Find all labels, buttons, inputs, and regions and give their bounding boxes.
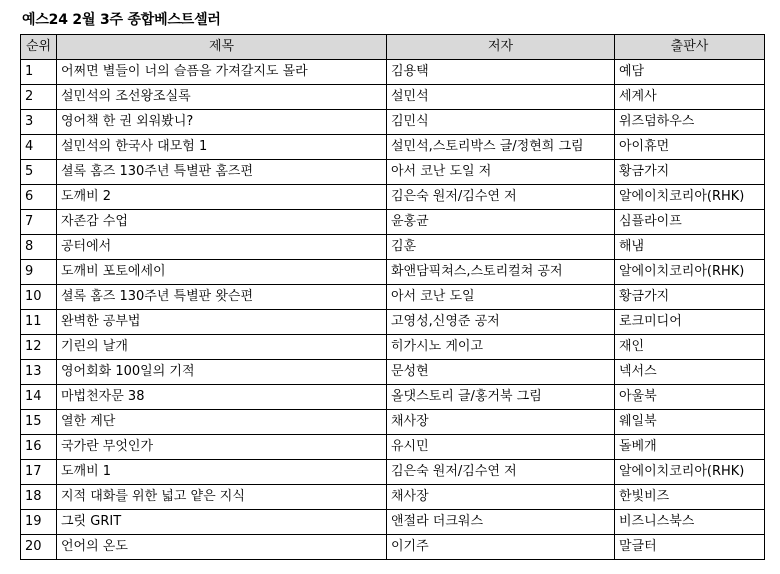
cell-author: 앤절라 더크워스 bbox=[387, 510, 615, 535]
cell-publisher: 웨일북 bbox=[615, 410, 765, 435]
table-row bbox=[21, 385, 765, 410]
cell-publisher: 예담 bbox=[615, 60, 765, 85]
cell-title: 그릿 GRIT bbox=[57, 510, 387, 535]
cell-title: 열한 계단 bbox=[57, 410, 387, 435]
table-row bbox=[21, 410, 765, 435]
bestseller-table bbox=[20, 34, 765, 560]
cell-rank: 6 bbox=[21, 185, 57, 210]
table-row bbox=[21, 235, 765, 260]
cell-publisher: 알에이치코리아(RHK) bbox=[615, 260, 765, 285]
cell-author: 아서 코난 도일 bbox=[387, 285, 615, 310]
cell-title: 도깨비 1 bbox=[57, 460, 387, 485]
cell-title: 지적 대화를 위한 넓고 얕은 지식 bbox=[57, 485, 387, 510]
cell-author: 유시민 bbox=[387, 435, 615, 460]
cell-title: 어쩌면 별들이 너의 슬픔을 가져갈지도 몰라 bbox=[57, 60, 387, 85]
cell-rank: 3 bbox=[21, 110, 57, 135]
cell-title: 셜록 홈즈 130주년 특별판 홈즈편 bbox=[57, 160, 387, 185]
table-row bbox=[21, 485, 765, 510]
table-row bbox=[21, 110, 765, 135]
cell-publisher: 말글터 bbox=[615, 535, 765, 560]
cell-rank: 15 bbox=[21, 410, 57, 435]
cell-rank: 16 bbox=[21, 435, 57, 460]
cell-author: 문성현 bbox=[387, 360, 615, 385]
cell-publisher: 알에이치코리아(RHK) bbox=[615, 185, 765, 210]
cell-title: 설민석의 조선왕조실록 bbox=[57, 85, 387, 110]
table-row bbox=[21, 285, 765, 310]
cell-title: 설민석의 한국사 대모험 1 bbox=[57, 135, 387, 160]
cell-title: 셜록 홈즈 130주년 특별판 왓슨편 bbox=[57, 285, 387, 310]
cell-author: 김용택 bbox=[387, 60, 615, 85]
header-author: 저자 bbox=[387, 35, 615, 60]
cell-author: 설민석 bbox=[387, 85, 615, 110]
cell-title: 영어회화 100일의 기적 bbox=[57, 360, 387, 385]
table-body bbox=[21, 60, 765, 560]
cell-rank: 8 bbox=[21, 235, 57, 260]
table-row bbox=[21, 85, 765, 110]
cell-rank: 2 bbox=[21, 85, 57, 110]
cell-publisher: 해냄 bbox=[615, 235, 765, 260]
cell-author: 화앤담픽쳐스,스토리컬쳐 공저 bbox=[387, 260, 615, 285]
cell-author: 이기주 bbox=[387, 535, 615, 560]
cell-title: 완벽한 공부법 bbox=[57, 310, 387, 335]
cell-publisher: 위즈덤하우스 bbox=[615, 110, 765, 135]
cell-publisher: 황금가지 bbox=[615, 285, 765, 310]
table-row bbox=[21, 435, 765, 460]
cell-publisher: 아울북 bbox=[615, 385, 765, 410]
cell-author: 채사장 bbox=[387, 485, 615, 510]
cell-author: 채사장 bbox=[387, 410, 615, 435]
cell-publisher: 아이휴먼 bbox=[615, 135, 765, 160]
table-row bbox=[21, 535, 765, 560]
cell-title: 자존감 수업 bbox=[57, 210, 387, 235]
cell-rank: 9 bbox=[21, 260, 57, 285]
cell-publisher: 돌베개 bbox=[615, 435, 765, 460]
cell-publisher: 재인 bbox=[615, 335, 765, 360]
cell-publisher: 로크미디어 bbox=[615, 310, 765, 335]
cell-author: 설민석,스토리박스 글/정현희 그림 bbox=[387, 135, 615, 160]
cell-title: 마법천자문 38 bbox=[57, 385, 387, 410]
cell-rank: 1 bbox=[21, 60, 57, 85]
cell-title: 영어책 한 권 외워봤니? bbox=[57, 110, 387, 135]
table-row bbox=[21, 210, 765, 235]
cell-rank: 17 bbox=[21, 460, 57, 485]
page-title: 예스24 2월 3주 종합베스트셀러 bbox=[22, 12, 221, 28]
header-publisher: 출판사 bbox=[615, 35, 765, 60]
cell-publisher: 황금가지 bbox=[615, 160, 765, 185]
table-row bbox=[21, 260, 765, 285]
cell-author: 김민식 bbox=[387, 110, 615, 135]
cell-rank: 10 bbox=[21, 285, 57, 310]
cell-publisher: 심플라이프 bbox=[615, 210, 765, 235]
table-row bbox=[21, 60, 765, 85]
header-title: 제목 bbox=[57, 35, 387, 60]
table-header-row bbox=[21, 35, 765, 60]
cell-rank: 19 bbox=[21, 510, 57, 535]
cell-title: 언어의 온도 bbox=[57, 535, 387, 560]
table-row bbox=[21, 310, 765, 335]
table-row bbox=[21, 335, 765, 360]
cell-title: 국가란 무엇인가 bbox=[57, 435, 387, 460]
cell-rank: 20 bbox=[21, 535, 57, 560]
table-row bbox=[21, 460, 765, 485]
cell-rank: 4 bbox=[21, 135, 57, 160]
cell-publisher: 비즈니스북스 bbox=[615, 510, 765, 535]
cell-title: 도깨비 2 bbox=[57, 185, 387, 210]
cell-author: 김은숙 원저/김수연 저 bbox=[387, 460, 615, 485]
cell-title: 공터에서 bbox=[57, 235, 387, 260]
table-row bbox=[21, 360, 765, 385]
table-row bbox=[21, 135, 765, 160]
cell-publisher: 알에이치코리아(RHK) bbox=[615, 460, 765, 485]
cell-author: 올댓스토리 글/홍거북 그림 bbox=[387, 385, 615, 410]
cell-author: 윤홍균 bbox=[387, 210, 615, 235]
cell-rank: 13 bbox=[21, 360, 57, 385]
cell-rank: 5 bbox=[21, 160, 57, 185]
cell-author: 김훈 bbox=[387, 235, 615, 260]
cell-rank: 7 bbox=[21, 210, 57, 235]
cell-rank: 12 bbox=[21, 335, 57, 360]
cell-rank: 11 bbox=[21, 310, 57, 335]
table-row bbox=[21, 510, 765, 535]
cell-title: 도깨비 포토에세이 bbox=[57, 260, 387, 285]
table-row bbox=[21, 185, 765, 210]
cell-publisher: 세계사 bbox=[615, 85, 765, 110]
cell-rank: 18 bbox=[21, 485, 57, 510]
cell-publisher: 한빛비즈 bbox=[615, 485, 765, 510]
header-rank: 순위 bbox=[21, 35, 57, 60]
cell-author: 고영성,신영준 공저 bbox=[387, 310, 615, 335]
table-row bbox=[21, 160, 765, 185]
cell-publisher: 넥서스 bbox=[615, 360, 765, 385]
cell-author: 김은숙 원저/김수연 저 bbox=[387, 185, 615, 210]
cell-title: 기린의 날개 bbox=[57, 335, 387, 360]
cell-author: 히가시노 게이고 bbox=[387, 335, 615, 360]
cell-rank: 14 bbox=[21, 385, 57, 410]
cell-author: 아서 코난 도일 저 bbox=[387, 160, 615, 185]
